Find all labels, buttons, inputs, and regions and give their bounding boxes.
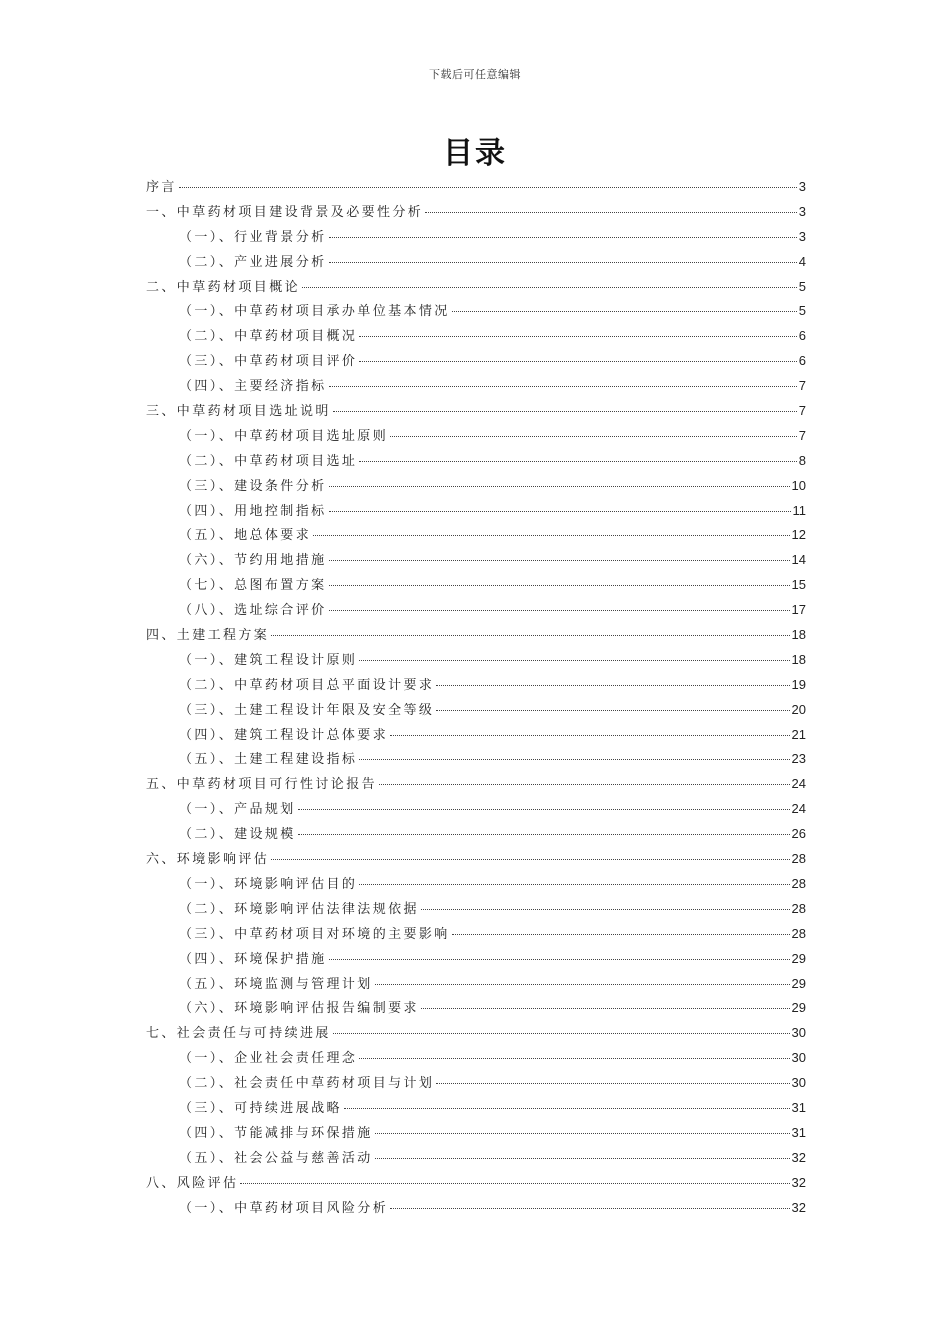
- toc-dot-leader: [298, 834, 790, 835]
- toc-entry-page-number: 32: [791, 1174, 806, 1190]
- toc-entry-page-number: 7: [798, 427, 806, 443]
- toc-entry[interactable]: [146, 598, 806, 623]
- toc-dot-leader: [359, 1058, 789, 1059]
- toc-entry-label: 四、土建工程方案: [146, 628, 270, 644]
- toc-dot-leader: [436, 685, 789, 686]
- toc-entry-page-number: 26: [791, 826, 806, 842]
- toc-entry-label: （三）、土建工程设计年限及安全等级: [179, 702, 435, 718]
- toc-entry-page-number: 32: [791, 1149, 806, 1165]
- toc-dot-leader: [452, 934, 790, 935]
- toc-dot-leader: [329, 237, 797, 238]
- toc-dot-leader: [359, 759, 789, 760]
- toc-entry[interactable]: [146, 797, 806, 822]
- toc-entry-label: （八）、选址综合评价: [179, 603, 327, 619]
- toc-entry-label: （一）、企业社会责任理念: [179, 1051, 358, 1067]
- toc-entry[interactable]: [146, 1196, 806, 1221]
- toc-entry-label: 序言: [146, 180, 177, 195]
- toc-entry-label: （一）、建筑工程设计原则: [179, 652, 358, 668]
- toc-entry[interactable]: [146, 499, 806, 524]
- toc-dot-leader: [302, 287, 797, 288]
- toc-dot-leader: [333, 411, 797, 412]
- toc-entry[interactable]: [146, 275, 806, 300]
- page-header-note: 下载后可任意编辑: [429, 68, 521, 81]
- toc-entry[interactable]: [146, 922, 806, 947]
- toc-dot-leader: [329, 610, 790, 611]
- toc-entry-page-number: 31: [791, 1099, 806, 1115]
- toc-dot-leader: [375, 984, 790, 985]
- toc-entry-label: （一）、产品规划: [179, 802, 296, 818]
- toc-entry[interactable]: [146, 175, 806, 200]
- toc-entry-page-number: 6: [798, 328, 806, 344]
- toc-entry-label: （六）、节约用地措施: [179, 553, 327, 569]
- toc-entry-page-number: 28: [791, 875, 806, 891]
- toc-entry-page-number: 11: [792, 502, 806, 518]
- toc-entry[interactable]: [146, 822, 806, 847]
- toc-dot-leader: [436, 710, 789, 711]
- toc-dot-leader: [359, 884, 789, 885]
- toc-entry-label: （二）、环境影响评估法律法规依据: [179, 901, 419, 917]
- toc-entry[interactable]: [146, 947, 806, 972]
- toc-entry[interactable]: [146, 424, 806, 449]
- toc-entry[interactable]: [146, 1021, 806, 1046]
- toc-entry-page-number: 5: [798, 303, 806, 319]
- toc-entry[interactable]: [146, 449, 806, 474]
- toc-entry-label: （一）、中草药材项目选址原则: [179, 428, 389, 444]
- toc-dot-leader: [329, 386, 797, 387]
- toc-entry-label: （二）、产业进展分析: [179, 254, 327, 270]
- toc-entry-label: （一）、环境影响评估目的: [179, 876, 358, 892]
- toc-entry-page-number: 15: [791, 577, 806, 593]
- toc-entry[interactable]: [146, 872, 806, 897]
- toc-entry-label: （五）、地总体要求: [179, 528, 312, 544]
- toc-entry[interactable]: [146, 399, 806, 424]
- toc-entry[interactable]: [146, 623, 806, 648]
- toc-entry-page-number: 29: [791, 950, 806, 966]
- toc-dot-leader: [329, 486, 790, 487]
- toc-entry[interactable]: [146, 673, 806, 698]
- toc-entry-page-number: 17: [791, 602, 806, 618]
- toc-dot-leader: [390, 1208, 789, 1209]
- toc-entry-label: （六）、环境影响评估报告编制要求: [179, 1001, 419, 1017]
- toc-title: 目录: [443, 136, 507, 171]
- toc-entry[interactable]: [146, 1171, 806, 1196]
- toc-entry-page-number: 30: [791, 1075, 806, 1091]
- toc-entry-page-number: 12: [791, 527, 806, 543]
- toc-entry[interactable]: [146, 573, 806, 598]
- toc-entry-page-number: 10: [791, 477, 806, 493]
- toc-entry-label: （五）、社会公益与慈善活动: [179, 1150, 373, 1166]
- toc-dot-leader: [436, 1083, 789, 1084]
- toc-entry[interactable]: [146, 1071, 806, 1096]
- toc-entry-page-number: 3: [798, 179, 806, 194]
- toc-dot-leader: [313, 535, 789, 536]
- toc-entry-page-number: 19: [791, 676, 806, 692]
- toc-entry[interactable]: [146, 847, 806, 872]
- toc-entry[interactable]: [146, 698, 806, 723]
- toc-entry-page-number: 3: [798, 228, 806, 244]
- toc-entry-page-number: 8: [798, 452, 806, 468]
- toc-dot-leader: [271, 859, 789, 860]
- toc-entry[interactable]: [146, 548, 806, 573]
- toc-dot-leader: [240, 1183, 789, 1184]
- toc-dot-leader: [379, 784, 790, 785]
- toc-entry[interactable]: [146, 972, 806, 997]
- toc-entry[interactable]: [146, 648, 806, 673]
- toc-entry-page-number: 14: [791, 552, 806, 568]
- toc-entry-page-number: 24: [791, 801, 806, 817]
- toc-dot-leader: [421, 1008, 790, 1009]
- toc-dot-leader: [452, 311, 797, 312]
- toc-entry[interactable]: [146, 299, 806, 324]
- toc-entry-page-number: 23: [791, 751, 806, 767]
- toc-entry-page-number: 6: [798, 353, 806, 369]
- toc-entry-page-number: 28: [791, 925, 806, 941]
- toc-entry-page-number: 3: [798, 203, 806, 219]
- toc-entry[interactable]: [146, 250, 806, 275]
- toc-entry-page-number: 5: [798, 278, 806, 294]
- toc-dot-leader: [359, 660, 789, 661]
- toc-entry-label: 五、中草药材项目可行性讨论报告: [146, 777, 378, 793]
- toc-entry-label: （二）、中草药材项目总平面设计要求: [179, 677, 435, 693]
- toc-entry-label: （三）、中草药材项目评价: [179, 354, 358, 370]
- table-of-contents: [146, 175, 806, 1220]
- toc-entry[interactable]: [146, 374, 806, 399]
- toc-entry[interactable]: [146, 225, 806, 250]
- toc-dot-leader: [271, 635, 789, 636]
- toc-entry-label: （二）、中草药材项目选址: [179, 453, 358, 469]
- toc-entry-page-number: 28: [791, 900, 806, 916]
- toc-entry[interactable]: [146, 1121, 806, 1146]
- toc-entry[interactable]: [146, 1146, 806, 1171]
- toc-dot-leader: [344, 1108, 790, 1109]
- toc-entry-label: （一）、中草药材项目风险分析: [179, 1200, 389, 1216]
- toc-dot-leader: [375, 1133, 790, 1134]
- toc-entry-label: （五）、环境监测与管理计划: [179, 976, 373, 992]
- toc-entry-label: （五）、土建工程建设指标: [179, 752, 358, 768]
- toc-entry-label: （四）、主要经济指标: [179, 379, 327, 395]
- toc-entry[interactable]: [146, 747, 806, 772]
- toc-entry-page-number: 21: [791, 726, 806, 742]
- toc-entry-label: （三）、中草药材项目对环境的主要影响: [179, 926, 450, 942]
- toc-entry-page-number: 18: [791, 651, 806, 667]
- toc-entry[interactable]: [146, 200, 806, 225]
- toc-entry-label: 八、风险评估: [146, 1175, 239, 1191]
- toc-entry-page-number: 31: [791, 1124, 806, 1140]
- toc-dot-leader: [329, 560, 790, 561]
- toc-entry-label: （一）、中草药材项目承办单位基本情况: [179, 304, 450, 320]
- toc-dot-leader: [421, 909, 790, 910]
- toc-dot-leader: [359, 461, 796, 462]
- toc-entry-label: （一）、行业背景分析: [179, 229, 327, 245]
- toc-entry-label: （二）、建设规模: [179, 827, 296, 843]
- toc-dot-leader: [298, 809, 790, 810]
- toc-entry-page-number: 7: [798, 403, 806, 419]
- toc-entry[interactable]: [146, 1096, 806, 1121]
- toc-entry-label: （四）、建筑工程设计总体要求: [179, 727, 389, 743]
- toc-entry-page-number: 28: [791, 851, 806, 867]
- toc-entry[interactable]: [146, 324, 806, 349]
- toc-entry-label: （四）、用地控制指标: [179, 503, 327, 519]
- toc-entry-page-number: 4: [798, 253, 806, 269]
- toc-entry-label: 六、环境影响评估: [146, 852, 270, 868]
- toc-dot-leader: [359, 361, 796, 362]
- toc-entry-page-number: 30: [791, 1050, 806, 1066]
- toc-entry[interactable]: [146, 474, 806, 499]
- toc-dot-leader: [329, 262, 797, 263]
- toc-dot-leader: [333, 1033, 790, 1034]
- toc-entry[interactable]: [146, 349, 806, 374]
- toc-dot-leader: [390, 735, 789, 736]
- toc-dot-leader: [329, 959, 790, 960]
- toc-dot-leader: [375, 1158, 790, 1159]
- toc-entry-page-number: 29: [791, 1000, 806, 1016]
- toc-entry-page-number: 32: [791, 1199, 806, 1215]
- toc-entry-label: 三、中草药材项目选址说明: [146, 404, 331, 420]
- toc-entry-label: 一、中草药材项目建设背景及必要性分析: [146, 204, 424, 220]
- toc-entry-label: （三）、可持续进展战略: [179, 1100, 342, 1116]
- toc-entry[interactable]: [146, 996, 806, 1021]
- toc-dot-leader: [359, 336, 796, 337]
- toc-entry-label: 七、社会责任与可持续进展: [146, 1026, 331, 1042]
- toc-entry-page-number: 30: [791, 1025, 806, 1041]
- toc-entry-page-number: 20: [791, 701, 806, 717]
- toc-dot-leader: [329, 511, 791, 512]
- toc-entry[interactable]: [146, 723, 806, 748]
- toc-dot-leader: [390, 436, 797, 437]
- toc-entry-page-number: 24: [791, 776, 806, 792]
- toc-dot-leader: [425, 212, 797, 213]
- toc-dot-leader: [329, 585, 790, 586]
- toc-entry-label: （四）、环境保护措施: [179, 951, 327, 967]
- toc-entry-page-number: 7: [798, 378, 806, 394]
- toc-entry-page-number: 18: [791, 627, 806, 643]
- toc-entry[interactable]: [146, 1046, 806, 1071]
- toc-entry-label: （二）、中草药材项目概况: [179, 329, 358, 345]
- toc-entry-label: （七）、总图布置方案: [179, 578, 327, 594]
- toc-entry-page-number: 29: [791, 975, 806, 991]
- toc-dot-leader: [179, 187, 797, 188]
- toc-entry-label: （二）、社会责任中草药材项目与计划: [179, 1076, 435, 1092]
- toc-entry-label: （三）、建设条件分析: [179, 478, 327, 494]
- toc-entry[interactable]: [146, 772, 806, 797]
- toc-entry-label: （四）、节能减排与环保措施: [179, 1125, 373, 1141]
- toc-entry-label: 二、中草药材项目概论: [146, 279, 301, 295]
- toc-entry[interactable]: [146, 523, 806, 548]
- toc-entry[interactable]: [146, 897, 806, 922]
